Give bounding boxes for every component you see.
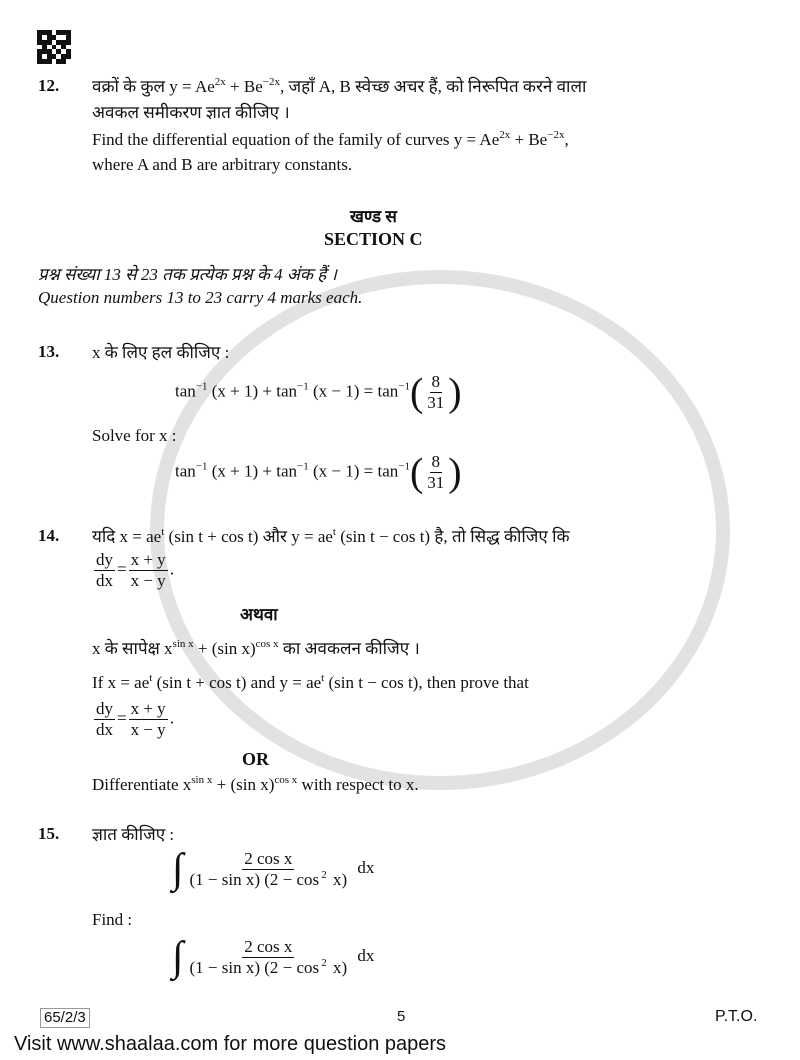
page-number: 5	[397, 1008, 406, 1025]
q14-hindi-line1: यदि $x = ae^t$ (sin t + cos t) और $y = ae^t$ (sin t − cos t) है, तो सिद्ध कीजिए कि	[92, 526, 570, 546]
q13-equation-english: $\tan^{-1} (x + 1) + \tan^{-1} (x - 1) = \tan^{-1}$( $\frac{8}{31}$ )	[175, 449, 462, 495]
q14-fraction-hindi: $\frac{dy}{dx}$ = $\frac{x + y}{x - y}$ .	[96, 550, 174, 590]
section-heading-hindi: खण्ड स	[350, 207, 397, 226]
q15-integral-english: ∫ $\frac{\text{2 cos x}}{(1 - \sin x) (2 - \cos ^2 x)}$ dx	[172, 934, 375, 980]
q13-english-prompt: Solve for x :	[92, 426, 177, 445]
paper-code: 65/2/3	[40, 1008, 90, 1028]
q14-english-line2: Differentiate $x^{sin x} + (\sin$ x)$^{cos x}$ with respect to x.	[92, 774, 419, 794]
question-number-14: 14.	[38, 526, 60, 545]
section-heading: SECTION C	[324, 229, 423, 249]
question-number-13: 13.	[38, 342, 60, 361]
or-divider-hindi: अथवा	[240, 605, 278, 624]
q15-hindi-prompt: ज्ञात कीजिए :	[92, 825, 175, 844]
q13-equation-hindi: $\tan^{-1} (x + 1) + \tan^{-1} (x - 1) = \tan^{-1}$( $\frac{8}{31}$ )	[175, 369, 462, 415]
q12-hindi-line2: अवकल समीकरण ज्ञात कीजिए ।	[92, 103, 290, 122]
q13-hindi-prompt: x के लिए हल कीजिए :	[92, 343, 230, 362]
question-number-15: 15.	[38, 824, 60, 843]
question-number-12: 12.	[38, 76, 60, 95]
q14-english-line1: If $x = ae^t$ (sin t + cos t) and $y = ae^t$ (sin t − cos t), then prove that	[92, 672, 529, 692]
q14-fraction-english: $\frac{dy}{dx}$ = $\frac{x + y}{x - y}$ .	[96, 699, 174, 739]
q12-hindi-line1: वक्रों के कुल $y = Ae^{2x} + Be^{-2x}$, जहाँ A, B स्वेच्छ अचर हैं, को निरूपित करने वाला	[92, 76, 587, 96]
or-divider: OR	[242, 749, 269, 769]
pto-label: P.T.O.	[715, 1008, 758, 1025]
q15-integral-hindi: ∫ $\frac{\text{2 cos x}}{(1 - \sin x) (2 - \cos ^2 x)}$ dx	[172, 846, 375, 892]
q15-english-prompt: Find :	[92, 910, 133, 929]
section-note-hindi: प्रश्न संख्या 13 से 23 तक प्रत्येक प्रश्न के 4 अंक हैं ।	[38, 265, 337, 284]
section-note-english: Question numbers 13 to 23 carry 4 marks each.	[38, 288, 363, 307]
q12-english-line1: Find the differential equation of the family of curves $y = Ae^{2x} + Be^{-2x}$,	[92, 129, 569, 149]
visit-website-link[interactable]: Visit www.shaalaa.com for more question papers	[14, 1033, 447, 1055]
qr-code	[37, 30, 71, 64]
q12-english-line2: where A and B are arbitrary constants.	[92, 155, 353, 174]
q14-hindi-line2: x के सापेक्ष $x^{sin x} + (\sin$ x)$^{cos x}$ का अवकलन कीजिए ।	[92, 638, 420, 658]
